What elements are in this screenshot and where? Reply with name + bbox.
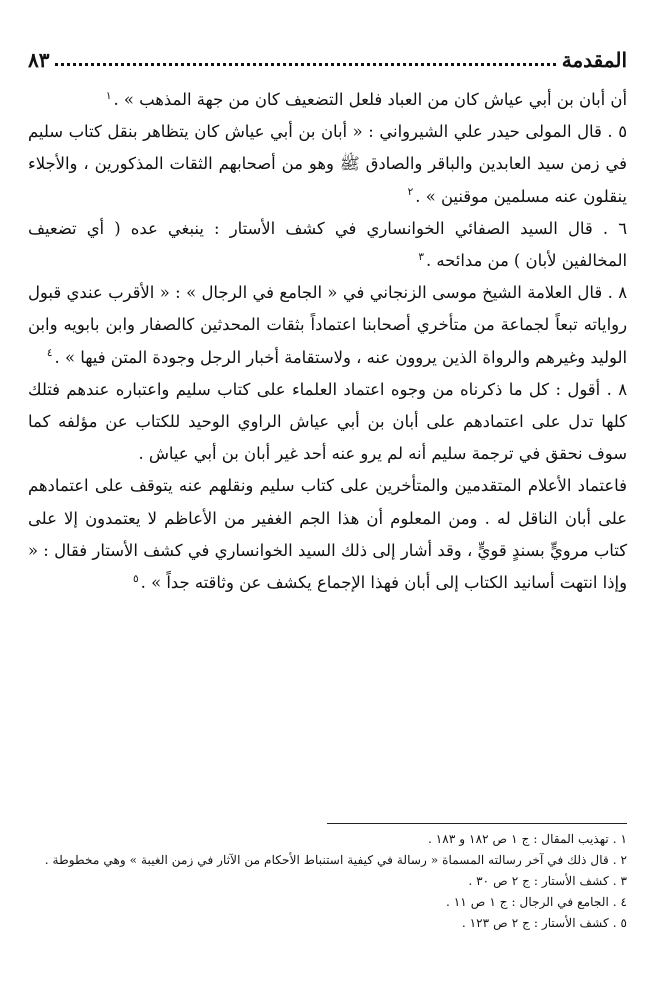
paragraph: أن أبان بن أبي عياش كان من العباد فلعل التضعيف كان من جهة المذهب » .$^١$ (105, 89, 627, 109)
footnotes (28, 829, 627, 934)
footnote: ٤ . الجامع في الرجال : ج ١ ص ١١ . (446, 895, 627, 909)
footnote: ٣ . كشف الأستار : ج ٢ ص ٣٠ . (468, 874, 627, 888)
paragraph: ٨ . قال العلامة الشيخ موسى الزنجاني في « الجامع في الرجال » : « الأقرب عندي قبول رواياته تبعاً لجماعة من متأخري أصحابنا اعتماداً بثقات المحدثين كالصفار وابن بابويه وابن الوليد وغيرهم والرواة الذين يروون عنه ، ولاستقامة أخبار الرجل وجودة المتن فيها » .$^٤$ (28, 283, 627, 367)
footnote-ref: ٥ (133, 572, 139, 585)
footnote: ٢ . قال ذلك في آخر رسالته المسماة « رسالة في كيفية استنباط الأحكام من الآثار في زمن الغيبة » وهي مخطوطة . (44, 853, 627, 867)
section-title: المقدمة (561, 48, 627, 72)
paragraph: ٥ . قال المولى حيدر علي الشيرواني : « أبان بن أبي عياش كان يتظاهر بنقل كتاب سليم في زمن سيد العابدين والباقر والصادق ﷺ وهو من أصحابهم الثقات المذكورين ، والأجلاء ينقلون عنه مسلمين موقنين » .$^٢$ (28, 122, 627, 206)
footnote: ١ . تهذيب المقال : ج ١ ص ١٨٢ و ١٨٣ . (428, 832, 627, 846)
running-header (28, 38, 627, 72)
main-text (28, 84, 627, 599)
paragraph: ٨ . أقول : كل ما ذكرناه من وجوه اعتماد العلماء على كتاب سليم واعتباره عندهم فتلك كلها تدل على اعتمادهم على أبان بن أبي عياش الراوي الوحيد للكتاب عن مؤلفه كما سوف نحقق في ترجمة سليم أنه لم يرو عنه أحد غير أبان بن أبي عياش . (28, 379, 627, 464)
footnote-ref: ٤ (46, 347, 53, 360)
leader-dots (55, 63, 555, 66)
page-number: ٨٣ (28, 48, 50, 72)
footnote-ref: ١ (105, 89, 112, 102)
paragraph: ٦ . قال السيد الصفائي الخوانساري في كشف الأستار : ينبغي عده ( أي تضعيف المخالفين لأبان ) من مدائحه .$^٣$ (28, 218, 627, 271)
footnote-ref: ٣ (418, 250, 424, 263)
footnote: ٥ . كشف الأستار : ج ٢ ص ١٢٣ . (461, 916, 627, 930)
footnote-ref: ٢ (407, 186, 414, 199)
footnote-divider (327, 823, 627, 824)
paragraph: فاعتماد الأعلام المتقدمين والمتأخرين على كتاب سليم ونقلهم عنه يتوقف على اعتمادهم على أبان الناقل له . ومن المعلوم أن هذا الجم الغفير من الأعاظم لا يعتمدون إلا على كتاب مرويٍّ بسندٍ قويٍّ ، وقد أشار إلى ذلك السيد الخوانساري في كشف الأستار فقال : « وإذا انتهت أسانيد الكتاب إلى أبان فهذا الإجماع يكشف عن وثاقته جداً » .$^٥$ (28, 476, 627, 593)
